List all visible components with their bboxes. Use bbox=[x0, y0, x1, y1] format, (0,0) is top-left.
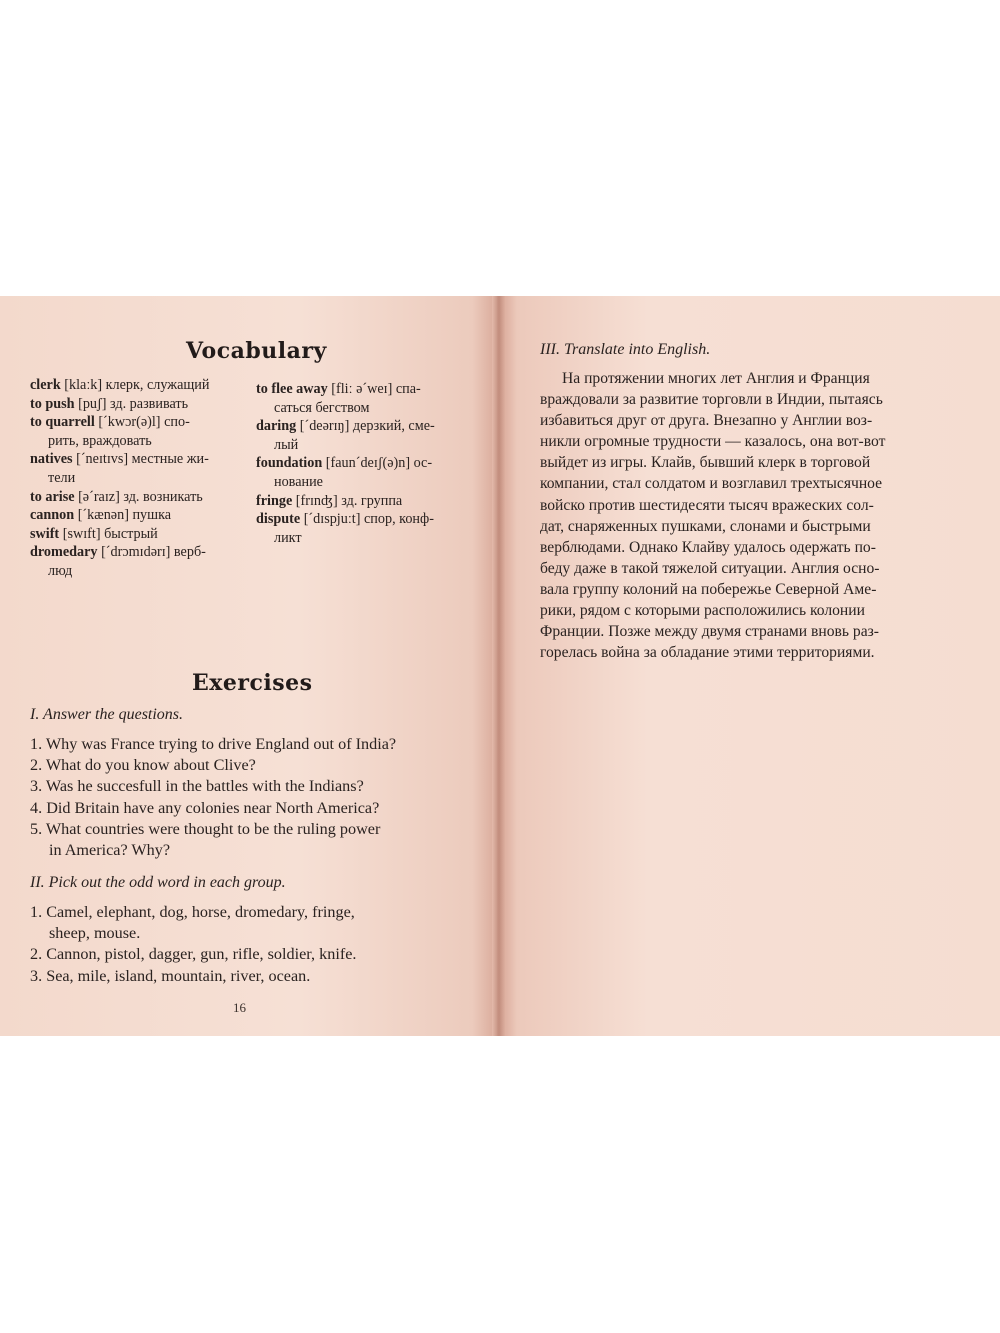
vocabulary-term: natives bbox=[30, 451, 73, 468]
vocabulary-definition: лый bbox=[274, 436, 299, 453]
exercise-line: 3. Sea, mile, island, mountain, river, ocean. bbox=[30, 966, 311, 985]
exercise-1-title: I. Answer the questions. bbox=[30, 706, 184, 723]
vocabulary-entry-line bbox=[30, 469, 210, 488]
translation-line: горелась война за обладание этими территориями. bbox=[540, 644, 875, 662]
vocabulary-definition: тели bbox=[48, 469, 76, 486]
exercise-line: 2. What do you know about Clive? bbox=[30, 756, 256, 775]
vocabulary-definition: нование bbox=[274, 473, 323, 490]
vocabulary-entry-line bbox=[256, 510, 435, 529]
vocabulary-term: fringe bbox=[256, 492, 293, 509]
vocabulary-definition: [ˊdɪspjuːt] спор, конф- bbox=[300, 511, 434, 528]
translation-line: избавиться друг от друга. Внезапно у Англии воз- bbox=[540, 412, 873, 430]
vocabulary-term: dispute bbox=[256, 511, 301, 528]
book-spread bbox=[0, 296, 1000, 1036]
vocabulary-entry-line bbox=[30, 450, 210, 469]
vocabulary-entry-line bbox=[30, 413, 210, 432]
exercise-line: 1. Why was France trying to drive England out of India? bbox=[30, 735, 397, 753]
vocabulary-entry-line bbox=[30, 543, 210, 562]
vocabulary-definition: [ˊkænən] пушка bbox=[74, 507, 172, 524]
vocabulary-term: swift bbox=[30, 525, 60, 542]
vocabulary-definition: [ˊdeərɪŋ] дерзкий, сме- bbox=[296, 418, 435, 435]
vocabulary-column-2 bbox=[256, 380, 435, 547]
translation-paragraph bbox=[540, 368, 885, 663]
translation-line: войско против шестидесяти тысяч вражеских сол- bbox=[540, 496, 874, 514]
page-number: 16 bbox=[233, 1000, 246, 1015]
vocabulary-entry-line bbox=[30, 562, 210, 581]
vocabulary-entry-line bbox=[256, 492, 435, 511]
vocabulary-definition: [swɪft] быстрый bbox=[59, 525, 158, 542]
vocabulary-term: to flee away bbox=[256, 381, 328, 397]
exercise-line: 3. Was he succesfull in the battles with the Indians? bbox=[30, 777, 364, 796]
vocabulary-column-1 bbox=[30, 376, 210, 581]
vocabulary-term: daring bbox=[256, 418, 297, 435]
translation-line: компании, стал солдатом и возглавил трехтысячное bbox=[540, 475, 883, 493]
vocabulary-definition: [puʃ] зд. развивать bbox=[74, 395, 189, 412]
vocabulary-definition: люд bbox=[48, 562, 73, 579]
exercise-1-questions bbox=[30, 734, 396, 861]
vocabulary-entry-line bbox=[256, 436, 435, 455]
exercise-line: sheep, mouse. bbox=[49, 924, 141, 943]
translation-line: дат, снаряженных пушками, слонами и быстрыми bbox=[540, 517, 871, 535]
translation-line: беду даже в такой тяжелой ситуации. Англия осно- bbox=[540, 559, 880, 577]
vocabulary-entry-line bbox=[256, 399, 435, 418]
vocabulary-entry-line bbox=[30, 432, 210, 451]
vocabulary-definition: ликт bbox=[274, 529, 302, 546]
exercise-line: 4. Did Britain have any colonies near North America? bbox=[30, 798, 380, 817]
vocabulary-entry-line bbox=[30, 525, 210, 544]
vocabulary-term: clerk bbox=[30, 377, 61, 393]
vocabulary-entry-line bbox=[256, 529, 435, 548]
vocabulary-definition: рить, враждовать bbox=[48, 432, 152, 449]
vocabulary-definition: [faunˊdeɪʃ(ə)n] ос- bbox=[322, 455, 433, 472]
vocabulary-definition: [frɪnʤ] зд. группа bbox=[292, 492, 403, 509]
vocabulary-entry-line bbox=[30, 376, 210, 395]
vocabulary-entry-line bbox=[256, 417, 435, 436]
translation-line: вала группу колоний на побережье Северной Аме- bbox=[540, 580, 877, 598]
vocabulary-definition: [klaːk] клерк, служащий bbox=[60, 377, 210, 393]
vocabulary-entry-line bbox=[256, 454, 435, 473]
vocabulary-entry-line bbox=[30, 488, 210, 507]
vocabulary-definition: [ˊdrɔmɪdərɪ] верб- bbox=[97, 544, 206, 561]
vocabulary-entry-line bbox=[30, 506, 210, 525]
translation-line: Франции. Позже между двумя странами вновь раз- bbox=[540, 623, 879, 641]
exercise-line: 1. Camel, elephant, dog, horse, dromedary, fringe, bbox=[30, 903, 355, 921]
exercise-3-title: III. Translate into English. bbox=[540, 341, 711, 358]
book-gutter bbox=[492, 296, 506, 1036]
vocabulary-term: to arise bbox=[30, 488, 75, 505]
translation-line: рики, рядом с которыми расположились колонии bbox=[540, 602, 865, 620]
exercise-2-title: II. Pick out the odd word in each group. bbox=[30, 874, 286, 891]
translation-line: На протяжении многих лет Англия и Франция bbox=[562, 370, 870, 387]
vocabulary-term: cannon bbox=[30, 507, 75, 524]
translation-line: выйдет из игры. Клайв, бывший клерк в торговой bbox=[540, 454, 871, 472]
vocabulary-heading: Vocabulary bbox=[186, 338, 327, 364]
exercise-line: 2. Cannon, pistol, dagger, gun, rifle, soldier, knife. bbox=[30, 945, 357, 964]
vocabulary-entry-line bbox=[256, 380, 435, 399]
vocabulary-term: to push bbox=[30, 395, 75, 412]
vocabulary-entry-line bbox=[256, 473, 435, 492]
vocabulary-definition: [ˊneɪtɪvs] местные жи- bbox=[72, 451, 209, 468]
vocabulary-definition: [fliː əˊweɪ] спа- bbox=[327, 381, 421, 397]
translation-line: никли огромные трудности — казалось, она вот-вот bbox=[540, 433, 886, 451]
exercises-heading: Exercises bbox=[192, 670, 313, 696]
vocabulary-term: to quarrell bbox=[30, 414, 95, 431]
exercise-line: 5. What countries were thought to be the ruling power bbox=[30, 819, 381, 838]
translation-line: враждовали за развитие торговли в Индии, пытаясь bbox=[540, 391, 883, 409]
vocabulary-entry-line bbox=[30, 395, 210, 414]
exercise-line: in America? Why? bbox=[49, 841, 171, 860]
translation-line: верблюдами. Однако Клайву удалось одержать по- bbox=[540, 538, 876, 556]
exercise-2-groups bbox=[30, 902, 356, 987]
vocabulary-term: foundation bbox=[256, 455, 323, 472]
vocabulary-definition: [əˊraɪz] зд. возникать bbox=[74, 488, 203, 505]
vocabulary-definition: саться бегством bbox=[274, 399, 370, 416]
vocabulary-term: dromedary bbox=[30, 544, 98, 561]
vocabulary-definition: [ˊkwɔr(ə)l] спо- bbox=[94, 414, 190, 431]
